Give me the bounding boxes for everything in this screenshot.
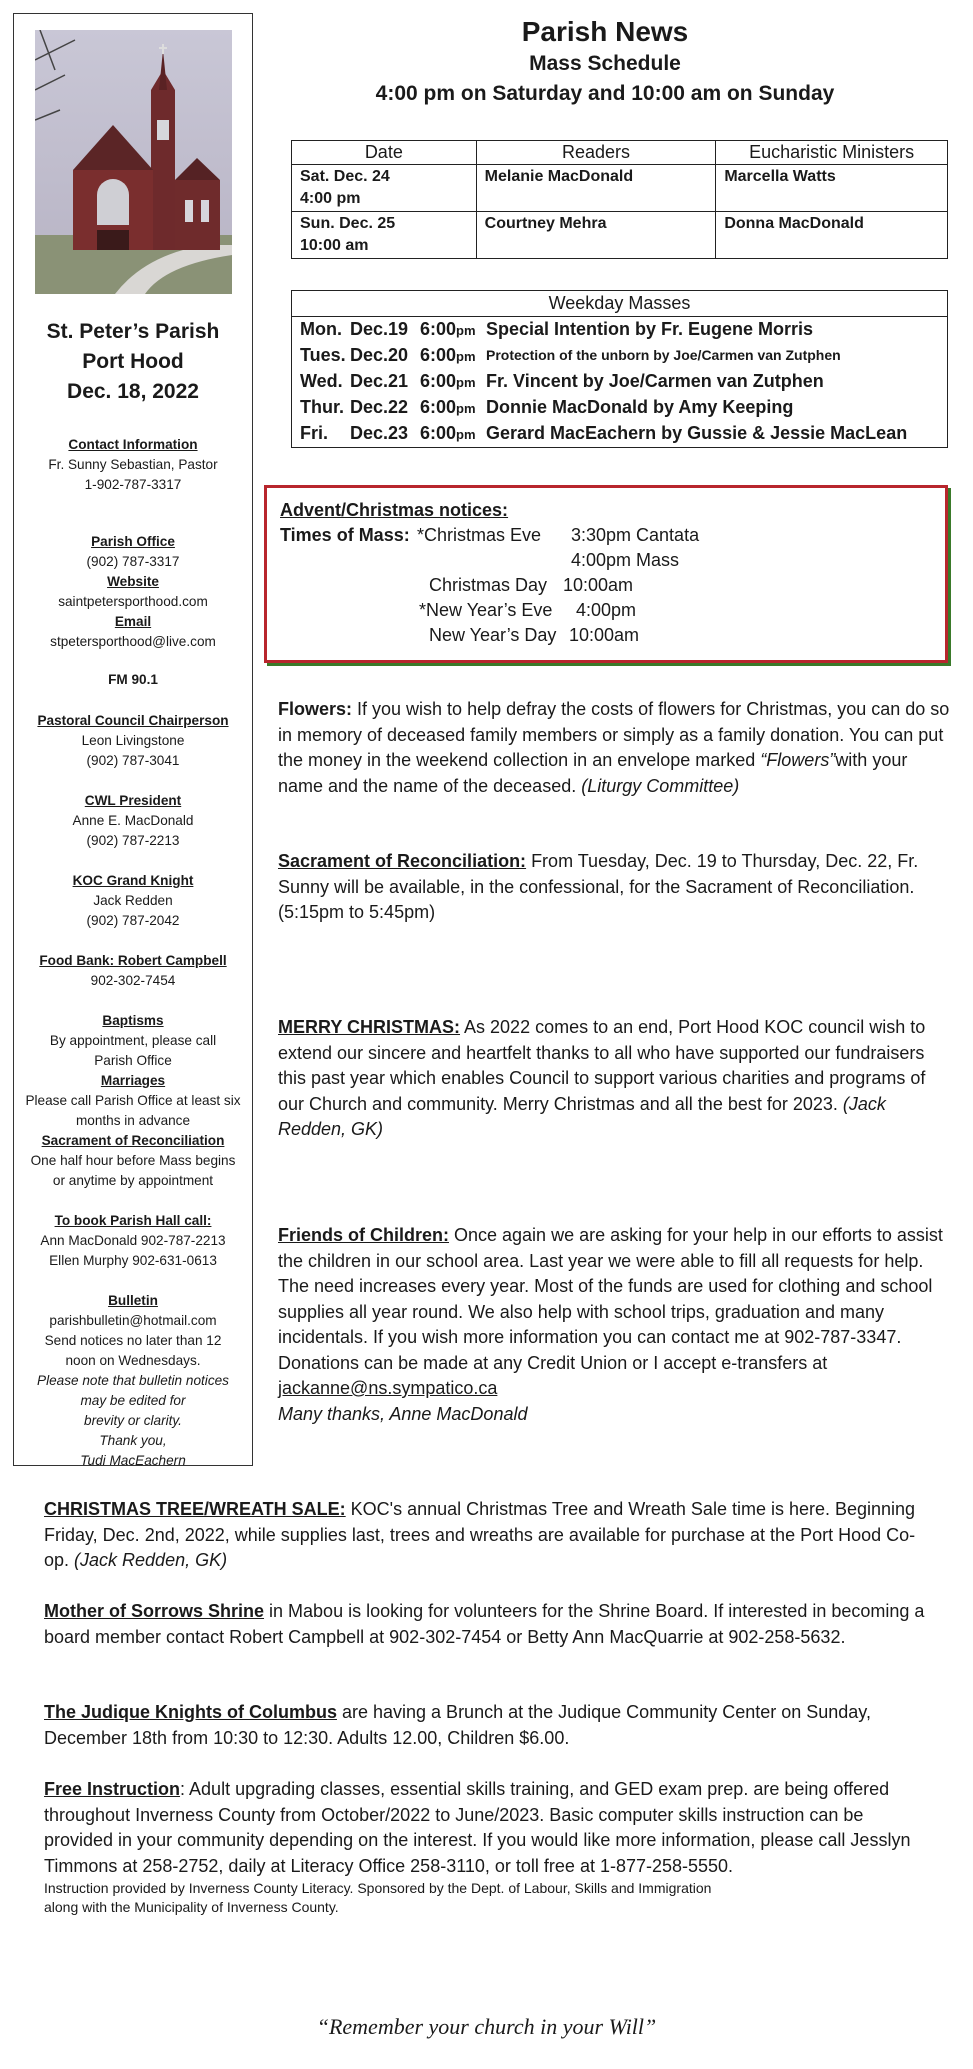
- foodbank-block: [14, 951, 252, 991]
- readers-cell: Melanie MacDonald: [476, 165, 716, 212]
- instruction-sponsor-2: along with the Municipality of Inverness County.: [44, 1899, 339, 1915]
- bulletin-heading: Bulletin: [108, 1293, 158, 1308]
- bulletin-deadline: Send notices no later than 12: [44, 1333, 222, 1348]
- christmas-day-time: 10:00am: [563, 575, 634, 595]
- flowers-notice: Flowers: If you wish to help defray the costs of flowers for Christmas, you can do so in memory of deceased family members or simply as a family donation. You can put the money in the weekend collection in an envelope marked “Flowers”with your name and the name of the deceased. (Liturgy Committee): [278, 699, 950, 796]
- weekday-row: Wed. Dec. 21 6:00pm Fr. Vincent by Joe/Carmen van Zutphen: [300, 371, 824, 391]
- email-heading: Email: [114, 614, 152, 629]
- christmas-eve: *Christmas Eve: [417, 525, 542, 545]
- contact-heading: Contact Information: [68, 437, 198, 452]
- foodbank-phone: 902-302-7454: [90, 973, 176, 988]
- marriages-text: Please call Parish Office at least six: [25, 1093, 241, 1108]
- ministers-cell: Donna MacDonald: [716, 212, 948, 259]
- advent-notice-box: [264, 485, 948, 663]
- new-years-day: New Year’s Day: [429, 625, 557, 645]
- bulletin-block: [14, 1291, 252, 1471]
- readers-cell: Courtney Mehra: [476, 212, 716, 259]
- bulletin-note-2: may be edited for: [80, 1393, 186, 1408]
- bulletin-note-3: brevity or clarity.: [84, 1413, 182, 1428]
- judique-notice: The Judique Knights of Columbus are having a Brunch at the Judique Community Center on Sunday, December 18th from 10:30 to 12:30. Adults 12.00, Children $6.00.: [44, 1702, 871, 1748]
- marriages-heading: Marriages: [100, 1073, 166, 1088]
- tree-sale-notice: CHRISTMAS TREE/WREATH SALE: KOC's annual Christmas Tree and Wreath Sale time is here. Beginning Friday, Dec. 2nd, 2022, while supplies last, trees and wreaths are available for purchase at the Port Hood Co-op. (Jack Redden, GK): [44, 1499, 916, 1570]
- new-years-eve-time: 4:00pm: [576, 600, 637, 620]
- hall-contact-2: Ellen Murphy 902-631-0613: [49, 1253, 217, 1268]
- pastoral-block: [14, 711, 252, 771]
- ministers-cell: Marcella Watts: [716, 165, 948, 212]
- column-header: Readers: [476, 141, 716, 165]
- reconciliation-text: One half hour before Mass begins: [30, 1153, 236, 1168]
- koc-phone: (902) 787-2042: [86, 913, 180, 928]
- parish-name: [14, 317, 252, 407]
- footer-quote: “Remember your church in your Will”: [316, 2014, 657, 2039]
- koc-block: [14, 871, 252, 931]
- cwl-phone: (902) 787-2213: [86, 833, 180, 848]
- bulletin-deadline-2: noon on Wednesdays.: [65, 1353, 201, 1368]
- office-block: [14, 532, 252, 652]
- advent-heading: Advent/Christmas notices:: [280, 500, 509, 520]
- christmas-eve-time: 3:30pm Cantata: [571, 525, 700, 545]
- instruction-sponsor: Instruction provided by Inverness County Literacy. Sponsored by the Dept. of Labour, Skills and Immigration: [44, 1880, 712, 1896]
- weekday-row: Thur. Dec. 22 6:00pm Donnie MacDonald by Amy Keeping: [300, 397, 794, 417]
- bulletin-signoff: Tudi MacEachern: [80, 1453, 186, 1468]
- radio-station: FM 90.1: [108, 672, 158, 687]
- reconciliation-text-2: or anytime by appointment: [52, 1173, 214, 1188]
- mass-schedule-table: [291, 140, 948, 259]
- date-cell: Sun. Dec. 25 10:00 am: [292, 212, 477, 259]
- reconciliation-notice: Sacrament of Reconciliation: From Tuesday, Dec. 19 to Thursday, Dec. 22, Fr. Sunny will be available, in the confessional, for the Sacrament of Reconciliation. (5:15pm to 5:45pm): [278, 851, 919, 922]
- pastoral-phone: (902) 787-3041: [86, 753, 180, 768]
- bulletin-thanks: Thank you,: [99, 1433, 167, 1448]
- pastoral-heading: Pastoral Council Chairperson: [37, 713, 229, 728]
- hall-block: [14, 1211, 252, 1271]
- koc-heading: KOC Grand Knight: [72, 873, 194, 888]
- new-years-day-time: 10:00am: [569, 625, 640, 645]
- foodbank-heading: Food Bank: Robert Campbell: [39, 953, 227, 968]
- pastor-name: Fr. Sunny Sebastian, Pastor: [48, 457, 218, 472]
- email-link[interactable]: stpetersporthood@live.com: [50, 634, 216, 649]
- contact-block: [14, 435, 252, 495]
- office-phone: (902) 787-3317: [86, 554, 180, 569]
- sacraments-block: [14, 1011, 252, 1191]
- reconciliation-heading: Sacrament of Reconciliation: [41, 1133, 225, 1148]
- parish-title: St. Peter’s Parish: [46, 320, 220, 343]
- weekday-row: Mon. Dec. 19 6:00pm Special Intention by Fr. Eugene Morris: [300, 319, 814, 339]
- friends-signoff: Many thanks, Anne MacDonald: [278, 1403, 528, 1424]
- table-row: [292, 165, 948, 212]
- column-header: Eucharistic Ministers: [716, 141, 948, 165]
- column-header: Date: [292, 141, 477, 165]
- email-link[interactable]: jackanne@ns.sympatico.ca: [278, 1378, 498, 1398]
- hall-contact-1: Ann MacDonald 902-787-2213: [40, 1233, 226, 1248]
- table-row: [292, 212, 948, 259]
- mass-schedule-heading: Mass Schedule: [529, 52, 681, 75]
- marriages-text-2: months in advance: [75, 1113, 191, 1128]
- weekday-row: Fri. Dec. 23 6:00pm Gerard MacEachern by Gussie & Jessie MacLean: [300, 423, 908, 443]
- christmas-eve-mass: 4:00pm Mass: [571, 550, 680, 570]
- friends-of-children-notice: Friends of Children: Once again we are asking for your help in our efforts to assist the children in our school area. Last year we were able to fill all requests for help. The need increases every year. Most of the funds are used for clothing and school supplies all year round. We also help with school trips, graduation and many incidentals. If you wish more information you can contact me at 902-787-3347. Donations can be made at any Credit Union or I accept e-transfers at jackanne@ns.sympatico.ca Many thanks, Anne MacDonald: [278, 1223, 950, 1427]
- shrine-notice: Mother of Sorrows Shrine in Mabou is looking for volunteers for the Shrine Board. If interested in becoming a board member contact Robert Campbell at 902-302-7454 or Betty Ann MacQuarrie at 902-258-5632.: [44, 1601, 925, 1647]
- times-of-mass-label: Times of Mass:: [280, 525, 410, 545]
- bulletin-date: Dec. 18, 2022: [67, 380, 199, 403]
- cwl-heading: CWL President: [84, 793, 182, 808]
- baptisms-text-2: Parish Office: [94, 1053, 172, 1068]
- mass-times: 4:00 pm on Saturday and 10:00 am on Sunday: [375, 82, 835, 105]
- parish-town: Port Hood: [82, 350, 184, 373]
- baptisms-text: By appointment, please call: [49, 1033, 217, 1048]
- sidebar: [13, 13, 253, 1466]
- hall-heading: To book Parish Hall call:: [54, 1213, 212, 1228]
- church-photo: [35, 30, 232, 294]
- weekday-masses-heading: Weekday Masses: [292, 291, 947, 317]
- cwl-name: Anne E. MacDonald: [72, 813, 194, 828]
- website-heading: Website: [107, 574, 159, 589]
- website-link[interactable]: saintpetersporthood.com: [58, 594, 208, 609]
- office-heading: Parish Office: [91, 534, 175, 549]
- christmas-day: Christmas Day: [429, 575, 548, 595]
- pastoral-name: Leon Livingstone: [81, 733, 185, 748]
- bulletin-note: Please note that bulletin notices: [37, 1373, 229, 1388]
- page-title: Parish News: [521, 16, 689, 47]
- baptisms-heading: Baptisms: [102, 1013, 164, 1028]
- cwl-block: [14, 791, 252, 851]
- free-instruction-notice: Free Instruction: Adult upgrading classes, essential skills training, and GED exam prep. are being offered throughout Inverness County from October/2022 to June/2023. Basic computer skills instruction can be provided in your community depending on the interest. If you would like more information, please call Jesslyn Timmons at 258-2752, daily at Literacy Office 258-3110, or toll free at 1-877-258-5550. Instruction provided by Inverness County Literacy. Sponsored by the Dept. of Labour, Skills and Immigration along with the Municipality of Inverness County.: [44, 1777, 934, 1917]
- pastor-phone: 1-902-787-3317: [84, 477, 182, 492]
- weekday-row: Tues. Dec. 20 6:00pm Protection of the unborn by Joe/Carmen van Zutphen: [300, 345, 841, 365]
- date-cell: Sat. Dec. 24 4:00 pm: [292, 165, 477, 212]
- koc-name: Jack Redden: [93, 893, 173, 908]
- table-header-row: [292, 141, 948, 165]
- weekday-masses-box: [291, 290, 948, 448]
- merry-christmas-notice: MERRY CHRISTMAS: As 2022 comes to an end, Port Hood KOC council wish to extend our sincere and heartfelt thanks to all who have supported our fundraisers this past year which enables Council to support various charities and programs of our Church and community. Merry Christmas and all the best for 2023. (Jack Redden, GK): [278, 1017, 926, 1139]
- bulletin-email[interactable]: parishbulletin@hotmail.com: [49, 1313, 217, 1328]
- new-years-eve: *New Year’s Eve: [419, 600, 553, 620]
